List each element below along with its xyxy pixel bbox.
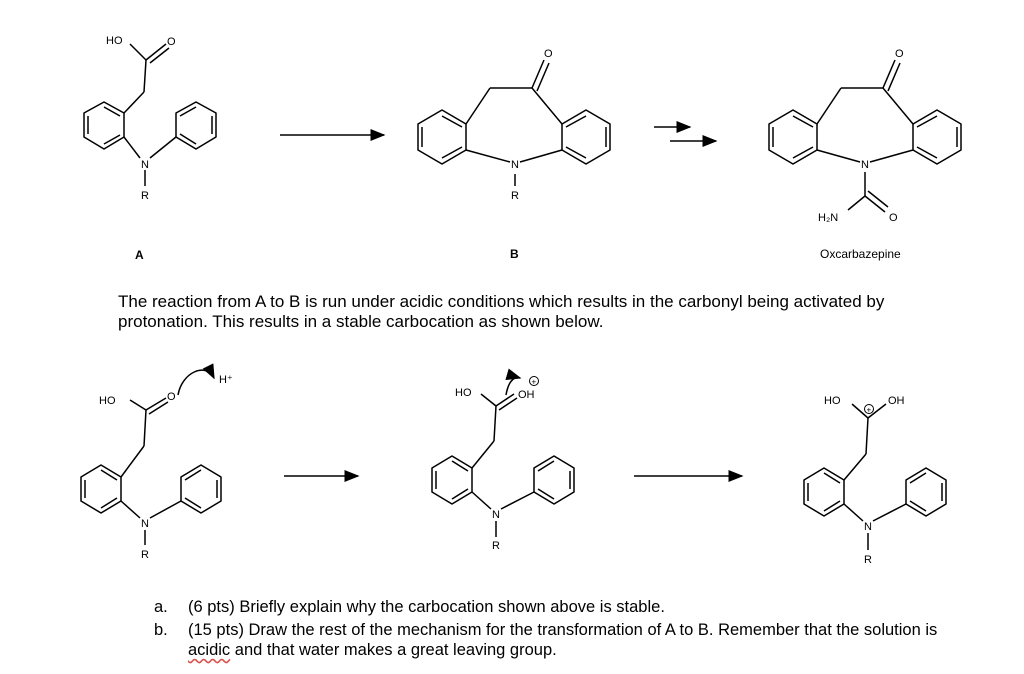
- ho-label: HO: [824, 395, 841, 407]
- n-label: N: [141, 159, 149, 171]
- oh-plus-label: OH: [518, 389, 535, 401]
- mechanism-structure-1: [81, 370, 233, 561]
- question-text: (6 pts) Briefly explain why the carbocation shown above is stable.: [188, 598, 665, 616]
- spellcheck-word: acidic: [188, 641, 231, 659]
- ho-label: HO: [106, 35, 123, 47]
- question-label: a.: [154, 598, 168, 616]
- label-a: A: [135, 248, 144, 262]
- h2n-label: H₂N: [818, 212, 839, 224]
- mechanism-structure-3: [804, 395, 946, 566]
- n-label: N: [141, 518, 149, 530]
- question-text-start: (15 pts) Draw the rest of the mechanism for the transformation of A to B. Remember that the solution is: [188, 621, 938, 639]
- label-oxcarbazepine: Oxcarbazepine: [820, 247, 901, 261]
- ho-label: HO: [99, 395, 116, 407]
- molecule-a: [84, 35, 216, 202]
- n-label: N: [492, 509, 500, 521]
- positive-charge: +: [531, 377, 537, 387]
- r-label: R: [492, 540, 500, 552]
- question-text-end: and that water makes a great leaving group.: [230, 641, 557, 659]
- ketone-o-label: O: [544, 48, 553, 60]
- r-label: R: [141, 549, 149, 561]
- n-label: N: [861, 159, 869, 171]
- n-label: N: [511, 159, 519, 171]
- ketone-o-label: O: [895, 48, 904, 60]
- oh-label: OH: [888, 395, 905, 407]
- mechanism-structure-2: [432, 377, 574, 553]
- carbocation-charge: +: [866, 405, 872, 415]
- question-label: b.: [154, 621, 168, 639]
- molecule-oxcarbazepine: [769, 48, 961, 224]
- label-b: B: [510, 247, 519, 261]
- molecule-b: [418, 48, 610, 202]
- amide-o-label: O: [889, 212, 898, 224]
- r-label: R: [141, 190, 149, 202]
- r-label: R: [511, 190, 519, 202]
- proton-label: H⁺: [219, 374, 233, 386]
- n-label: N: [864, 521, 872, 533]
- carbonyl-o-label: O: [167, 391, 176, 403]
- r-label: R: [864, 554, 872, 566]
- carbonyl-o-label: O: [167, 36, 176, 48]
- ho-label: HO: [455, 387, 472, 399]
- explanation-paragraph: The reaction from A to B is run under acidic conditions which results in the carbonyl being activated by protonation. This results in a stable carbocation as shown below.: [118, 292, 885, 331]
- question-text: [188, 620, 978, 660]
